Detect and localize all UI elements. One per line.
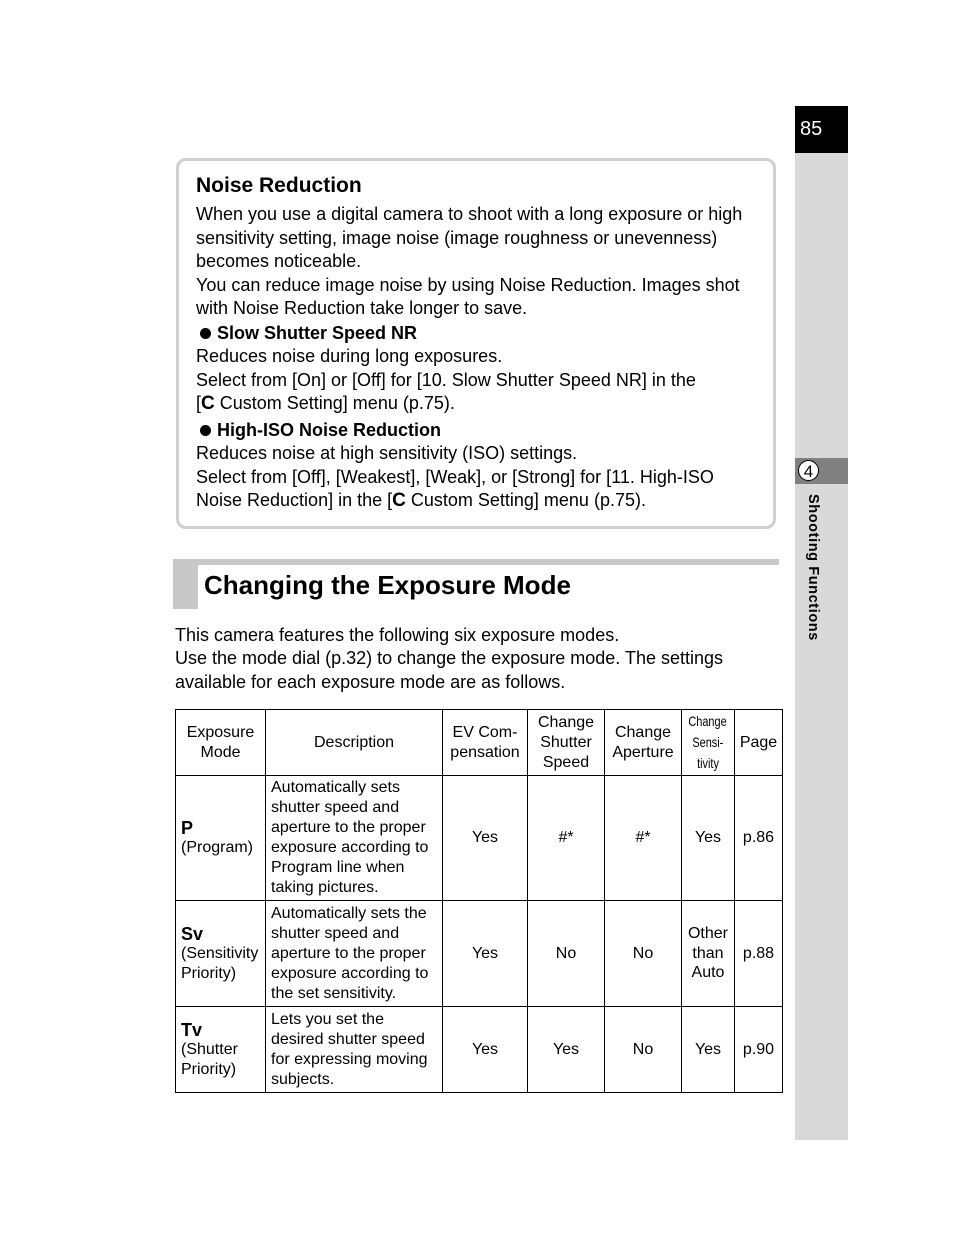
mode-name: Priority) xyxy=(181,964,237,982)
mode-symbol: P xyxy=(181,818,194,838)
mode-description: Automatically sets shutter speed and aperture to the proper exposure according to Program line when taking pictures. xyxy=(266,776,443,901)
noise-reduction-title: Noise Reduction xyxy=(196,174,362,197)
aperture-value: #* xyxy=(605,776,682,901)
custom-setting-icon: C xyxy=(201,393,215,414)
section-intro xyxy=(175,624,775,694)
slow-shutter-line-1: Reduces noise during long exposures. xyxy=(196,346,503,366)
mode-cell xyxy=(176,901,266,1007)
noise-reduction-para-1: When you use a digital camera to shoot with a long exposure or high sensitivity setting, image noise (image roughness or unevenness) becomes noticeable. xyxy=(196,204,743,271)
slow-shutter-heading xyxy=(196,322,766,346)
section-rule xyxy=(173,559,779,565)
mode-cell xyxy=(176,1007,266,1093)
chapter-title: Shooting Functions xyxy=(805,494,821,641)
header-page: Page xyxy=(735,710,783,776)
header-change-aperture: Change Aperture xyxy=(605,710,682,776)
intro-line-2: Use the mode dial (p.32) to change the exposure mode. The settings available for each exposure mode are as follows. xyxy=(175,648,723,692)
high-iso-title: High-ISO Noise Reduction xyxy=(217,419,442,440)
mode-description: Lets you set the desired shutter speed for expressing moving subjects. xyxy=(266,1007,443,1093)
section-title: Changing the Exposure Mode xyxy=(204,570,571,600)
shutter-value: No xyxy=(528,901,605,1007)
header-description: Description xyxy=(266,710,443,776)
table-row xyxy=(176,1007,783,1093)
section-marker xyxy=(173,559,198,609)
mode-symbol: Tv xyxy=(181,1019,203,1040)
ev-value: Yes xyxy=(443,776,528,901)
bullet-icon xyxy=(200,328,211,339)
slow-shutter-line-2b xyxy=(196,392,766,416)
custom-setting-icon: C xyxy=(392,490,406,511)
high-iso-line-2a: Select from [Off], [Weakest], [Weak], or [Strong] for [11. High-ISO xyxy=(196,466,714,487)
sensitivity-value: Other than Auto xyxy=(682,901,735,1007)
page-ref: p.90 xyxy=(735,1007,783,1093)
bullet-icon xyxy=(200,425,211,436)
high-iso-menu-text: Custom Setting] menu (p.75). xyxy=(405,490,646,510)
chapter-number: 4 xyxy=(798,460,819,481)
header-change-shutter-speed: Change Shutter Speed xyxy=(528,710,605,776)
aperture-value: No xyxy=(605,901,682,1007)
table-row xyxy=(176,901,783,1007)
ev-value: Yes xyxy=(443,901,528,1007)
shutter-value: #* xyxy=(528,776,605,901)
header-ev-compensation: EV Com- pensation xyxy=(443,710,528,776)
exposure-mode-table xyxy=(175,709,783,1093)
page-number: 85 xyxy=(795,106,848,153)
slow-shutter-title: Slow Shutter Speed NR xyxy=(217,322,418,343)
noise-reduction-para-2: You can reduce image noise by using Noise Reduction. Images shot with Noise Reduction take longer to save. xyxy=(196,274,740,318)
shutter-value: Yes xyxy=(528,1007,605,1093)
page-ref: p.88 xyxy=(735,901,783,1007)
page-ref: p.86 xyxy=(735,776,783,901)
table-row xyxy=(176,776,783,901)
aperture-value: No xyxy=(605,1007,682,1093)
mode-name: Priority) xyxy=(181,1060,237,1078)
table-header-row xyxy=(176,710,783,776)
header-change-sensitivity: Change Sensi- tivity xyxy=(682,710,735,776)
header-exposure-mode: Exposure Mode xyxy=(176,710,266,776)
slow-shutter-menu-text: Custom Setting] menu (p.75). xyxy=(214,393,455,413)
slow-shutter-line-2a: Select from [On] or [Off] for [10. Slow Shutter Speed NR] in the xyxy=(196,369,696,390)
high-iso-line-1: Reduces noise at high sensitivity (ISO) settings. xyxy=(196,443,578,463)
mode-name: (Sensitivity xyxy=(181,944,259,962)
mode-description: Automatically sets the shutter speed and aperture to the proper exposure according to the set sensitivity. xyxy=(266,901,443,1007)
noise-reduction-box xyxy=(176,158,776,529)
sensitivity-value: Yes xyxy=(682,1007,735,1093)
high-iso-line-2b xyxy=(196,489,766,513)
high-iso-heading xyxy=(196,419,766,443)
mode-name: (Shutter xyxy=(181,1040,238,1058)
mode-symbol: Sv xyxy=(181,923,204,944)
sensitivity-value: Yes xyxy=(682,776,735,901)
mode-cell xyxy=(176,776,266,901)
intro-line-1: This camera features the following six exposure modes. xyxy=(175,625,620,645)
high-iso-menu-pre: Noise Reduction] in the [ xyxy=(196,490,393,510)
mode-name: (Program) xyxy=(181,839,254,856)
ev-value: Yes xyxy=(443,1007,528,1093)
bracket-open: [ xyxy=(196,393,202,413)
